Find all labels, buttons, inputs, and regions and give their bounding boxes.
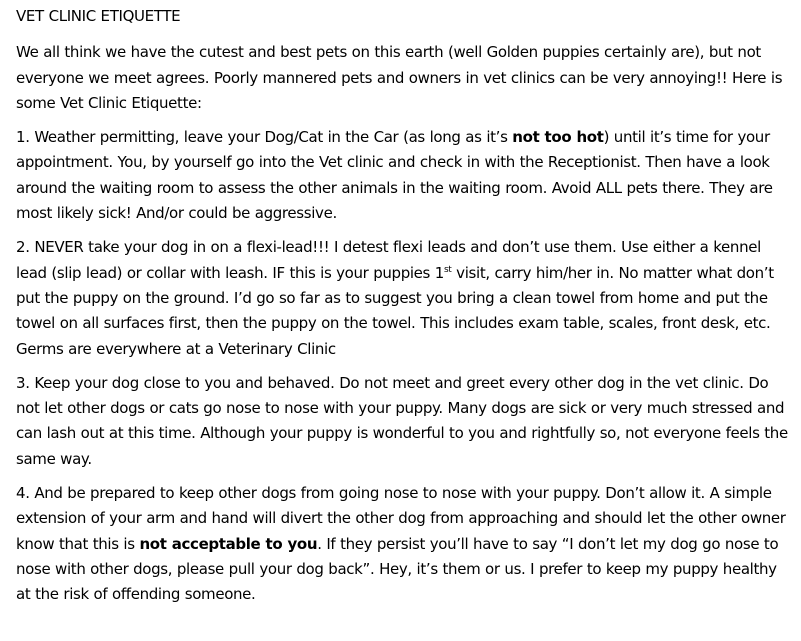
- rule-3-paragraph: 3. Keep your dog close to you and behaved. Do not meet and greet every other dog in the vet clinic. Do not let other dogs or cats go nose to nose with your puppy. Many dogs are sick or very much stressed and can lash out at this time. Although your puppy is wonderful to you and rightfully so, not everyone feels the same way.: [16, 373, 788, 468]
- rule-1-text-start: 1. Weather permitting, leave your Dog/Cat in the Car (as long as it’s: [16, 128, 513, 147]
- rule-1-paragraph: [16, 125, 794, 226]
- document-title: VET CLINIC ETIQUETTE: [16, 7, 181, 25]
- rule-2-paragraph: [16, 235, 794, 361]
- rule-4-text-start: 4. And be prepared to keep other dogs from going nose to nose with your puppy. Don’t allow it. A simple extension of your arm and hand will divert the other dog from approaching and should let the other owner know that this is: [16, 484, 786, 553]
- rule-4-paragraph: [16, 481, 794, 607]
- rule-1-text-end: ) until it’s time for your appointment. You, by yourself go into the Vet clinic and check in with the Receptionist. Then have a look around the waiting room to assess the other animals in the waiting room. Avoid ALL pets there. They are most likely sick! And/or could be aggressive.: [16, 128, 773, 223]
- rule-2-ordinal-superscript: st: [443, 264, 452, 275]
- document-body: [16, 4, 794, 617]
- intro-paragraph: We all think we have the cutest and best pets on this earth (well Golden puppies certainly are), but not everyone we meet agrees. Poorly mannered pets and owners in vet clinics can be very annoying!! Here is some Vet Clinic Etiquette:: [16, 43, 783, 112]
- rule-4-text-end: . If they persist you’ll have to say “I don’t let my dog go nose to nose with other dogs, please pull your dog back”. Hey, it’s them or us. I prefer to keep my puppy healthy at the risk of offending someone.: [16, 534, 779, 604]
- rule-2-text-start: 2. NEVER take your dog in on a flexi-lead!!! I detest flexi leads and don’t use them. Use either a kennel lead (slip lead) or collar with leash. IF this is your puppies 1: [16, 238, 761, 282]
- rule-1-bold-text: not too hot: [512, 128, 604, 147]
- rule-4-bold-text: not acceptable to you: [139, 534, 318, 553]
- rule-2-text-end: visit, carry him/her in. No matter what don’t put the puppy on the ground. I’d go so far as to suggest you bring a clean towel from home and put the towel on all surfaces first, then the puppy on the towel. This includes exam table, scales, front desk, etc. Germs are everywhere at a Veterinary Clinic: [16, 263, 774, 358]
